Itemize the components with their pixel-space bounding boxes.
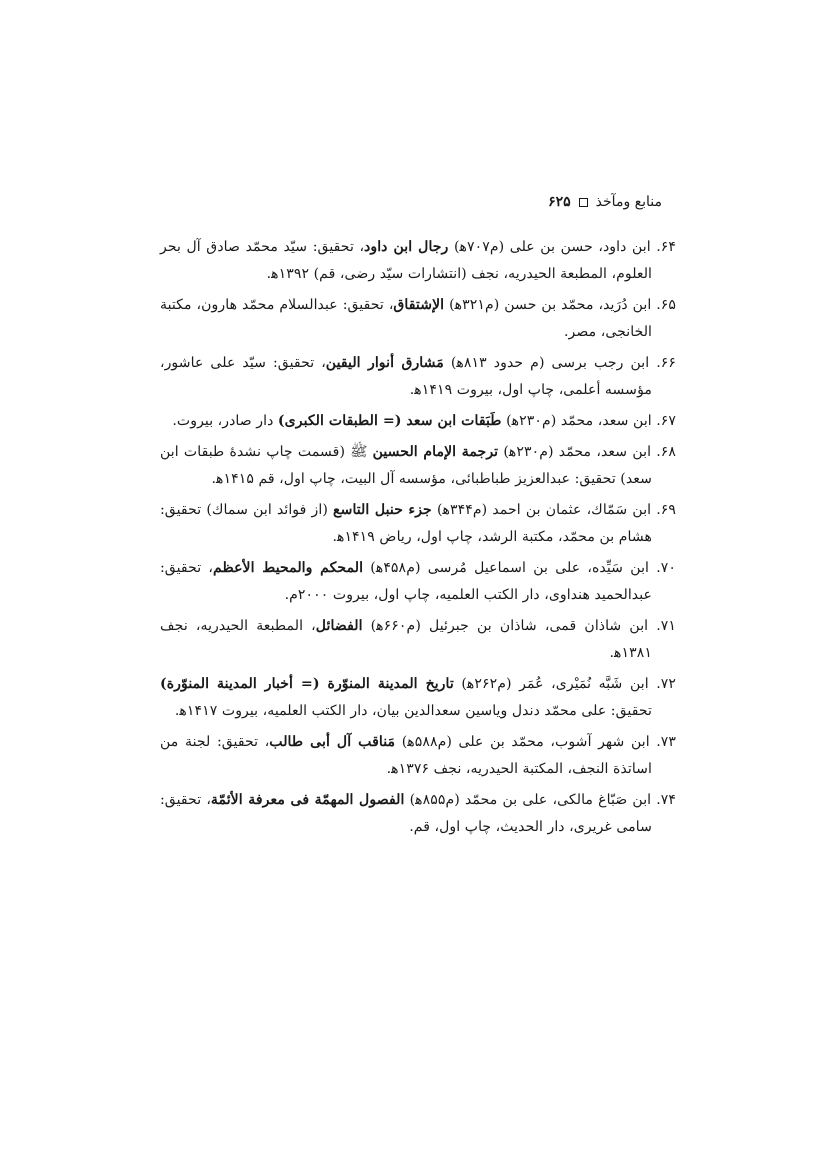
entry-number: ۷۱. xyxy=(656,618,677,634)
entry-number: ۷۴. xyxy=(656,792,677,808)
entry-title: طَبَقات ابن سعد (= الطبقات الكبرى) xyxy=(277,413,502,429)
bibliography-entry xyxy=(160,555,676,609)
square-bullet-icon xyxy=(579,198,588,207)
entry-details: ، تحقيق: عبدالحميد هنداوى، دار الكتب العلميه، چاپ اول، بيروت ۲۰۰۰م. xyxy=(160,560,652,603)
entry-details: ، المطبعة الحيدريه، نجف ۱۳۸۱ه‍. xyxy=(160,618,652,661)
entry-details: ، تحقيق: سامى غريرى، دار الحديث، چاپ اول، قم. xyxy=(160,792,652,835)
entry-author: ابن سعد، محمّد (م‎۲۳۰ه‍) xyxy=(501,413,652,429)
entry-author: ابن سَيِّده، على بن اسماعيل مُرسى (م‎۴۵۸ه‍) xyxy=(363,560,649,576)
entry-details: ﷺ (قسمت چاپ نشدهٔ طبقات ابن سعد) تحقيق: عبدالعزيز طباطبائى، مؤسسه آل البيت، چاپ اول، قم ۱۴۱۵ه‍. xyxy=(160,444,652,487)
entry-title: الفصول المهمّة فى معرفة الأئمّة xyxy=(210,792,405,808)
entry-number: ۷۰. xyxy=(656,560,676,576)
entry-details: ، تحقيق: لجنة من اساتذة النجف، المكتبة الحيدريه، نجف ۱۳۷۶ه‍. xyxy=(160,734,652,777)
entry-number: ۶۷. xyxy=(656,413,676,429)
entry-title: الإشتقاق xyxy=(393,297,445,313)
entry-number: ۶۶. xyxy=(656,355,676,371)
entry-author: ابن داود، حسن بن على (م‎۷۰۷ه‍) xyxy=(448,239,651,255)
entry-title: الفضائل xyxy=(315,618,363,634)
bibliography-entry xyxy=(160,787,676,841)
bibliography-entry xyxy=(160,613,676,667)
entry-number: ۷۲. xyxy=(656,676,677,692)
entry-details: ، تحقيق: عبدالسلام محمّد هارون، مكتبة الخانجى، مصر. xyxy=(160,297,652,340)
entry-number: ۶۸. xyxy=(656,444,677,460)
entry-title: المحكم والمحيط الأعظم xyxy=(213,560,364,576)
entry-title: ترجمة الإمام الحسين xyxy=(372,444,499,460)
entry-title: تاريخ المدينة المنوّرة (= أخبار المدينة المنوّرة) xyxy=(160,676,454,692)
entry-title: رجال ابن داود xyxy=(364,239,449,255)
entry-number: ۶۴. xyxy=(656,239,677,255)
bibliography-entry xyxy=(160,439,676,493)
entry-author: ابن صَبّاغ مالكى، على بن محمّد (م‎۸۵۵ه‍) xyxy=(404,792,652,808)
entry-author: ابن شاذان قمى، شاذان بن جبرئيل (م‎۶۶۰ه‍) xyxy=(362,618,649,634)
entry-details: تحقيق: على محمّد دندل وياسين سعدالدين بيان، دار الكتب العلميه، بيروت ۱۴۱۷ه‍. xyxy=(174,703,652,719)
bibliography-entry xyxy=(160,729,676,783)
entry-number: ۶۹. xyxy=(656,502,677,518)
entry-author: ابن شهر آشوب، محمّد بن على (م‎۵۸۸ه‍) xyxy=(395,734,650,750)
bibliography-entry xyxy=(160,408,676,435)
entry-title: مَناقب آل أبى طالب xyxy=(269,734,396,750)
entry-title: جزء حنبل التاسع xyxy=(333,502,432,518)
entry-author: ابن شَبَّه نُمَيْرى، عُمَر (م‎۲۶۲ه‍) xyxy=(453,676,649,692)
entry-details: (از فوائد ابن سماك) تحقيق: هشام بن محمّد، مكتبة الرشد، چاپ اول، رياض ۱۴۱۹ه‍. xyxy=(160,502,652,545)
running-header xyxy=(164,190,662,214)
entry-title: مَشارق أنوار اليقين xyxy=(325,355,444,371)
bibliography-entry xyxy=(160,292,676,346)
section-title: منابع ومآخذ xyxy=(595,194,662,210)
entry-details: دار صادر، بيروت. xyxy=(172,413,278,429)
bibliography-list xyxy=(160,234,676,845)
bibliography-entry xyxy=(160,234,676,288)
entry-number: ۶۵. xyxy=(656,297,677,313)
entry-author: ابن رجب برسى (م حدود ۸۱۳ه‍) xyxy=(443,355,650,371)
entry-author: ابن سعد، محمّد (م‎۲۳۰ه‍) xyxy=(498,444,652,460)
bibliography-entry xyxy=(160,497,676,551)
page-number: ۶۲۵ xyxy=(548,194,571,210)
entry-number: ۷۳. xyxy=(656,734,676,750)
entry-author: ابن سَمّاك، عثمان بن احمد (م‎۳۴۴ه‍) xyxy=(431,502,652,518)
entry-author: ابن دُرَيد، محمّد بن حسن (م‎۳۲۱ه‍) xyxy=(444,297,652,313)
entry-details: ، تحقيق: سيّد على عاشور، مؤسسه أعلمى، چاپ اول، بيروت ۱۴۱۹ه‍. xyxy=(160,355,652,398)
entry-details: ، تحقيق: سيّد محمّد صادق آل بحر العلوم، المطبعة الحيدريه، نجف (انتشارات سيّد رضى، قم) ۱۳۹۲ه‍. xyxy=(160,239,652,282)
bibliography-entry xyxy=(160,350,676,404)
bibliography-entry xyxy=(160,671,676,725)
